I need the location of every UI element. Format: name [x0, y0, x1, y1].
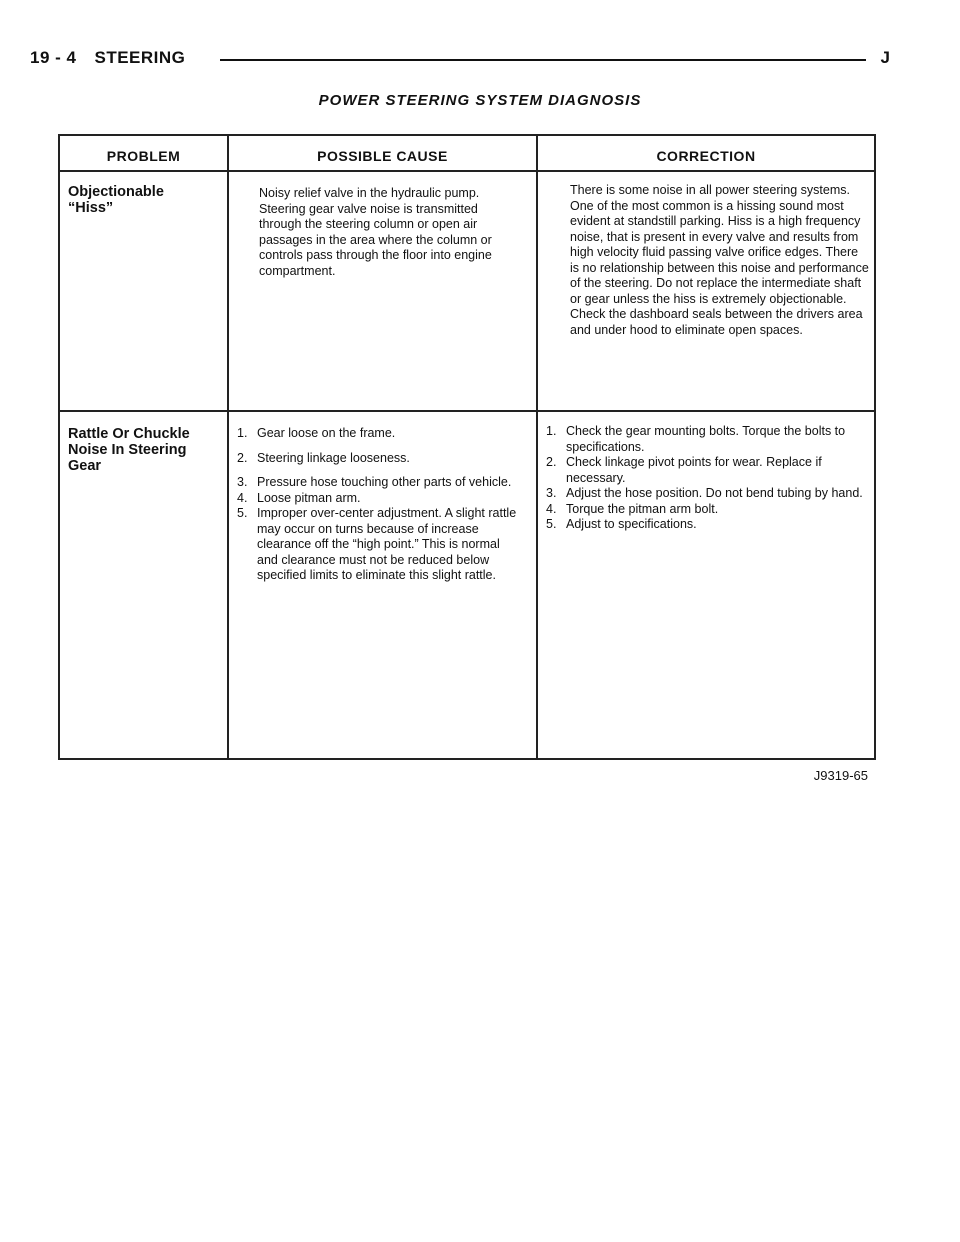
item-text: Torque the pitman arm bolt.: [566, 501, 719, 516]
problem-cell: [68, 426, 223, 474]
column-divider: [227, 136, 229, 758]
correction-cell: [546, 424, 868, 533]
section-heading: [30, 48, 191, 68]
item-number: 5.: [237, 506, 248, 520]
page-header: [30, 48, 890, 72]
problem-line: “Hiss”: [68, 200, 114, 216]
item-text: Check linkage pivot points for wear. Replace if necessary.: [566, 455, 822, 485]
list-item: [546, 455, 868, 486]
header-rule: [220, 59, 866, 61]
list-item: [546, 517, 868, 533]
item-number: 1.: [546, 424, 557, 438]
item-number: 2.: [546, 455, 557, 469]
correction-list: [546, 424, 868, 533]
list-item: [546, 486, 868, 502]
list-item: [237, 506, 522, 584]
column-divider: [536, 136, 538, 758]
list-item: [237, 475, 522, 491]
item-text: Adjust to specifications.: [566, 517, 697, 531]
correction-cell: There is some noise in all power steering systems. One of the most common is a hissing sound most evident at standstill parking. Hiss is a high frequency noise, that is present in every valve and results from high velocity fluid passing valve orifice edges. There is no relationship between this noise and performance of the steering. Do not replace the intermediate shaft or gear unless the hiss is extremely objectionable. Check the dashboard seals between the drivers area and under hood to eliminate open spaces.: [570, 183, 869, 337]
item-number: 2.: [237, 450, 248, 465]
problem-cell: [68, 184, 223, 216]
item-text: Gear loose on the frame.: [257, 426, 396, 440]
item-number: 4.: [546, 501, 557, 516]
item-number: 3.: [237, 475, 248, 489]
item-text: Loose pitman arm.: [257, 490, 361, 505]
diagnosis-table: [58, 134, 876, 760]
edition-mark: J: [880, 48, 890, 67]
header-row-divider: [60, 170, 874, 172]
item-text: Adjust the hose position. Do not bend tubing by hand.: [566, 486, 863, 500]
list-item: [546, 502, 868, 518]
section-name: STEERING: [94, 48, 186, 67]
problem-line: Rattle Or Chuckle: [68, 426, 190, 442]
item-text: Improper over-center adjustment. A slight rattle may occur on turns because of increase clearance off the “high point.” This is normal and clearance must not be reduced below specified limits to eliminate this slight rattle.: [257, 506, 517, 582]
cause-cell: [237, 426, 522, 584]
item-number: 5.: [546, 517, 557, 531]
problem-line: Gear: [68, 458, 102, 474]
list-item: [237, 451, 522, 467]
item-number: 3.: [546, 486, 557, 500]
problem-line: Objectionable: [68, 184, 164, 200]
item-number: 4.: [237, 490, 248, 505]
section-number: 19 - 4: [30, 48, 77, 67]
page-title: POWER STEERING SYSTEM DIAGNOSIS: [318, 92, 642, 109]
list-item: [237, 426, 522, 442]
problem-line: Noise In Steering: [68, 442, 187, 458]
row-divider: [60, 410, 874, 412]
item-text: Check the gear mounting bolts. Torque the bolts to specifications.: [566, 424, 846, 454]
figure-code: J9319-65: [813, 768, 868, 783]
cause-cell: Noisy relief valve in the hydraulic pump. Steering gear valve noise is transmitted through the steering column or open air passages in the area where the column or controls pass through the floor into engine compartment.: [259, 186, 492, 278]
cause-list: [237, 426, 522, 584]
item-text: Pressure hose touching other parts of vehicle.: [257, 475, 512, 489]
column-header-problem: PROBLEM: [106, 148, 181, 164]
list-item: [546, 424, 868, 455]
column-header-correction: CORRECTION: [656, 148, 756, 164]
item-text: Steering linkage looseness.: [257, 450, 410, 465]
column-header-cause: POSSIBLE CAUSE: [317, 148, 448, 164]
item-number: 1.: [237, 426, 248, 440]
list-item: [237, 491, 522, 507]
